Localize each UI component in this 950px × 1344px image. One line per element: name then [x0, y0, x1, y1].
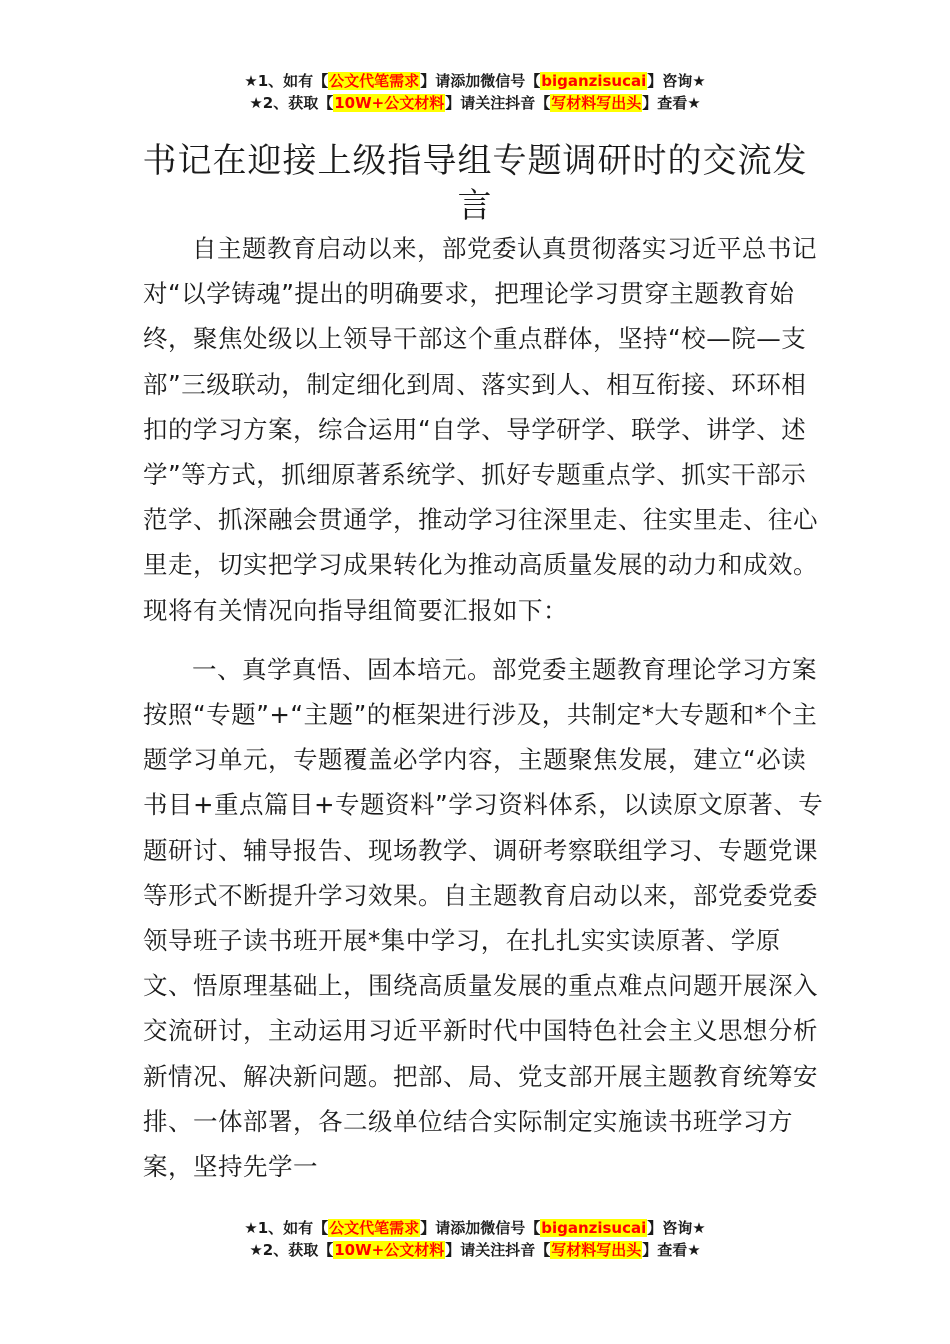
- promo-line-1: ★1、如有【公文代笔需求】请添加微信号【biganzisucai】咨询★: [244, 72, 706, 90]
- highlight-ghostwriting: 公文代笔需求: [329, 1219, 420, 1237]
- document-body: [143, 226, 827, 1203]
- paragraph-intro: 自主题教育启动以来，部党委认真贯彻落实习近平总书记对“以学铸魂”提出的明确要求，把理论学习贯穿主题教育始终，聚焦处级以上领导干部这个重点群体，坚持“校—院—支部”三级联动，制定细化到周、落实到人、相互衔接、环环相扣的学习方案，综合运用“自学、导学研学、联学、讲学、述学”等方式，抓细原著系统学、抓好专题重点学、抓实干部示范学、抓深融会贯通学，推动学习往深里走、往实里走、往心里走，切实把学习成果转化为推动高质量发展的动力和成效。现将有关情况向指导组简要汇报如下：: [143, 234, 818, 625]
- promo-line-2: ★2、获取【10W+公文材料】请关注抖音【写材料写出头】查看★: [249, 1241, 701, 1259]
- highlight-materials: 10W+公文材料: [334, 1241, 445, 1259]
- paragraph-section-1: 一、真学真悟、固本培元。部党委主题教育理论学习方案按照“专题”+“主题”的框架进行涉及，共制定*大专题和*个主题学习单元，专题覆盖必学内容，主题聚焦发展，建立“必读书目+重点篇目+专题资料”学习资料体系，以读原文原著、专题研讨、辅导报告、现场教学、调研考察联组学习、专题党课等形式不断提升学习效果。自主题教育启动以来，部党委党委领导班子读书班开展*集中学习，在扎扎实实读原著、学原文、悟原理基础上，围绕高质量发展的重点难点问题开展深入交流研讨，主动运用习近平新时代中国特色社会主义思想分析新情况、解决新问题。把部、局、党支部开展主题教育统筹安排、一体部署，各二级单位结合实际制定实施读书班学习方案，坚持先学一: [143, 654, 824, 1182]
- highlight-douyin-account: 写材料写出头: [551, 94, 642, 112]
- promo-line-1: ★1、如有【公文代笔需求】请添加微信号【biganzisucai】咨询★: [244, 1219, 706, 1237]
- promo-line-2: ★2、获取【10W+公文材料】请关注抖音【写材料写出头】查看★: [249, 94, 701, 112]
- highlight-ghostwriting: 公文代笔需求: [329, 72, 420, 90]
- promo-banner-bottom: [0, 1217, 950, 1261]
- document-title: 书记在迎接上级指导组专题调研时的交流发言: [142, 140, 808, 226]
- promo-banner-top: [0, 70, 950, 114]
- highlight-wechat-id: biganzisucai: [541, 72, 647, 90]
- highlight-douyin-account: 写材料写出头: [551, 1241, 642, 1259]
- highlight-wechat-id: biganzisucai: [541, 1219, 647, 1237]
- highlight-materials: 10W+公文材料: [334, 94, 445, 112]
